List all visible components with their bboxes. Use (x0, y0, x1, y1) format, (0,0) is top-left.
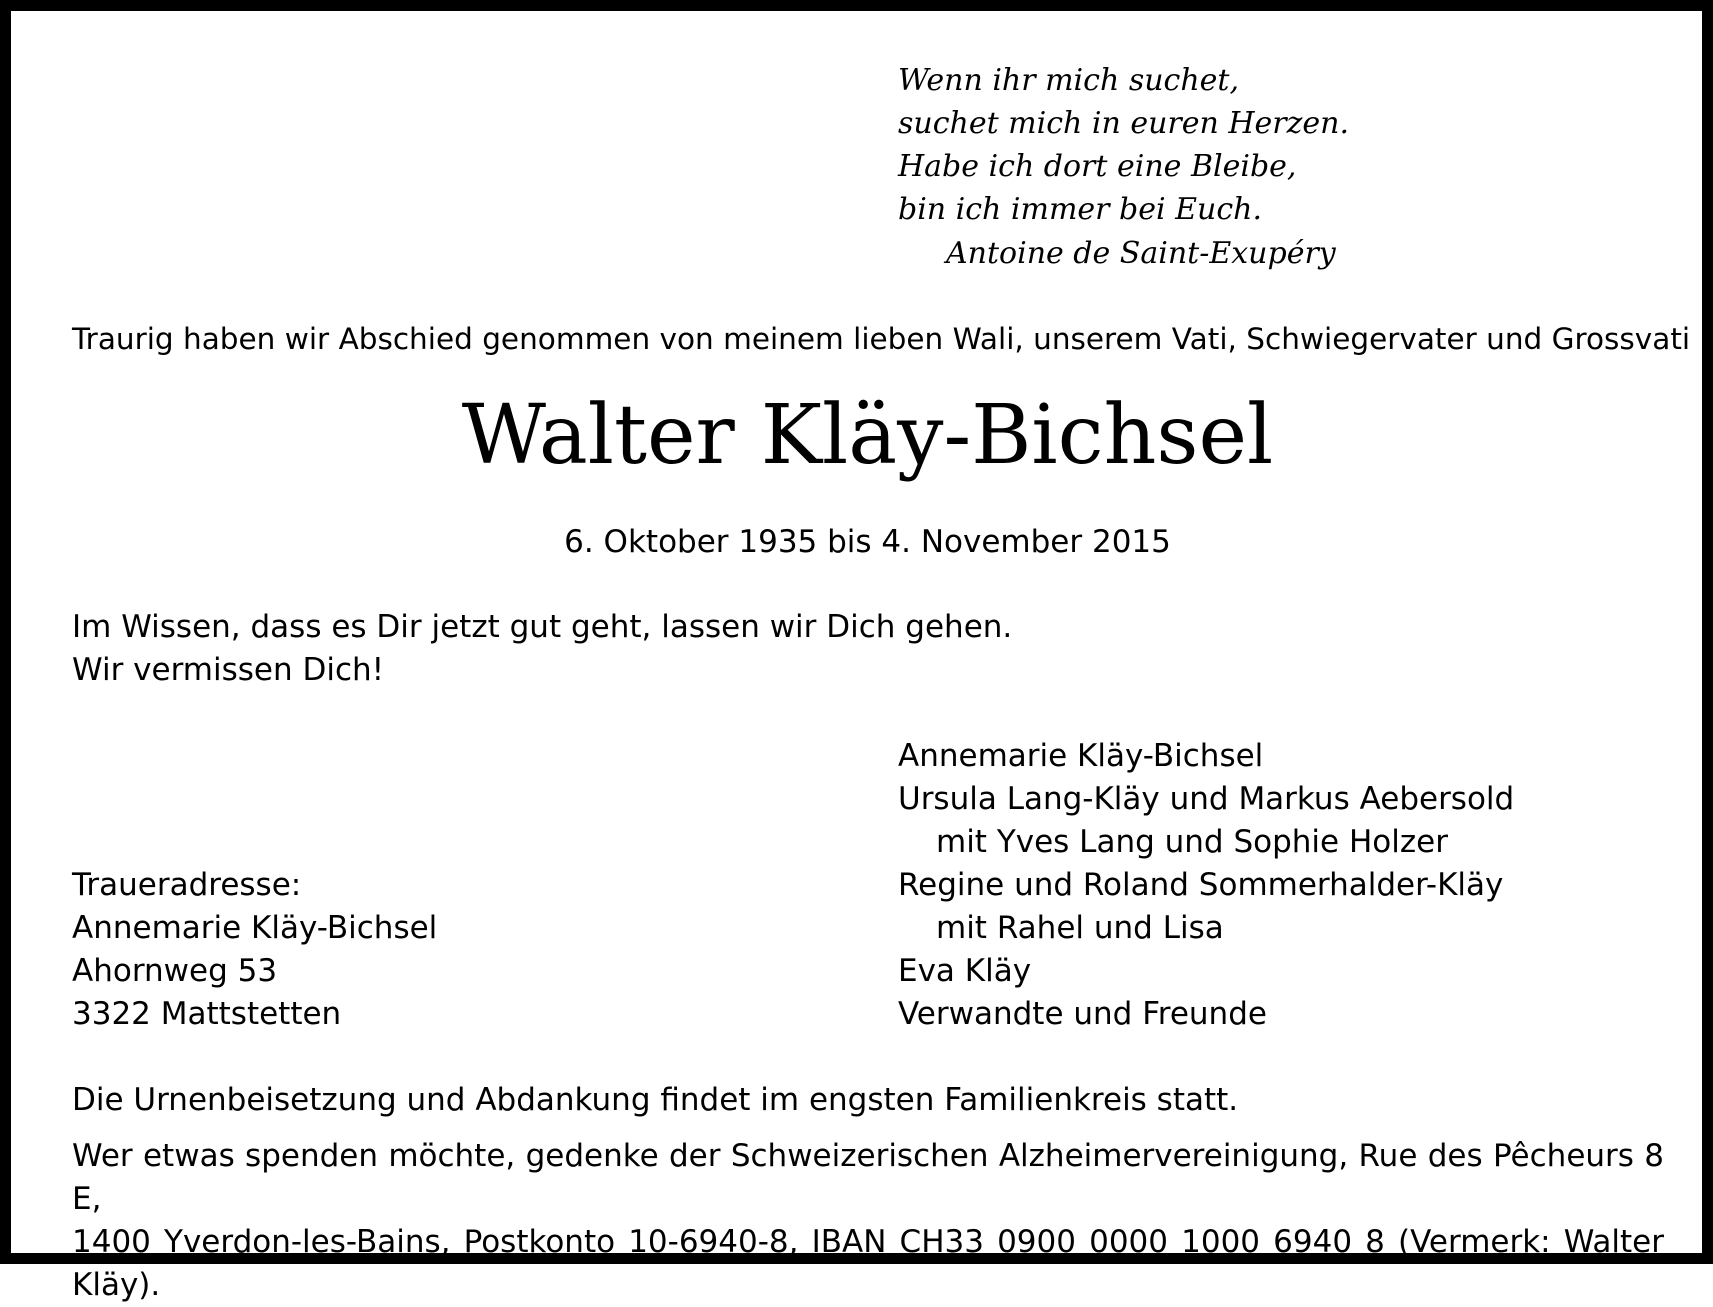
message-line: Im Wissen, dass es Dir jetzt gut geht, lassen wir Dich gehen. (72, 609, 1013, 645)
mourner-entry: Eva Kläy (898, 953, 1032, 989)
donation-line: Wer etwas spenden möchte, gedenke der Schweizerischen Alzheimervereinigung, Rue des Pêcheurs 8 E, (72, 1138, 1664, 1217)
donation-line: 1400 Yverdon-les-Bains, Postkonto 10-6940-8, IBAN CH33 0900 0000 1000 6940 8 (Vermerk: Walter Kläy). (72, 1224, 1664, 1303)
donation-text (72, 1135, 1664, 1307)
address-label: Traueradresse: (72, 867, 302, 903)
mourner-entry: mit Rahel und Lisa (936, 910, 1224, 946)
message-line: Wir vermissen Dich! (72, 652, 385, 688)
quote-line: suchet mich in euren Herzen. (898, 106, 1350, 141)
quote-line: Habe ich dort eine Bleibe, (898, 149, 1297, 184)
funeral-note: Die Urnenbeisetzung und Abdankung findet im engsten Familienkreis statt. (72, 1082, 1239, 1118)
mourner-entry: Verwandte und Freunde (898, 996, 1267, 1032)
mourner-entry: Annemarie Kläy-Bichsel (898, 738, 1264, 774)
address-name: Annemarie Kläy-Bichsel (72, 910, 438, 946)
address-city: 3322 Mattstetten (72, 996, 342, 1032)
quote-author: Antoine de Saint-Exupéry (946, 236, 1336, 271)
mourner-entry: Regine und Roland Sommerhalder-Kläy (898, 867, 1504, 903)
address-street: Ahornweg 53 (72, 953, 278, 989)
mourner-entry: mit Yves Lang und Sophie Holzer (936, 824, 1448, 860)
mourner-entry: Ursula Lang-Kläy und Markus Aebersold (898, 781, 1515, 817)
deceased-name: Walter Kläy-Bichsel (461, 388, 1274, 483)
intro-text: Traurig haben wir Abschied genommen von meinem lieben Wali, unserem Vati, Schwiegervater und Grossvati (72, 322, 1691, 356)
life-dates: 6. Oktober 1935 bis 4. November 2015 (564, 524, 1171, 560)
quote-line: bin ich immer bei Euch. (898, 192, 1262, 227)
quote-line: Wenn ihr mich suchet, (898, 63, 1240, 98)
